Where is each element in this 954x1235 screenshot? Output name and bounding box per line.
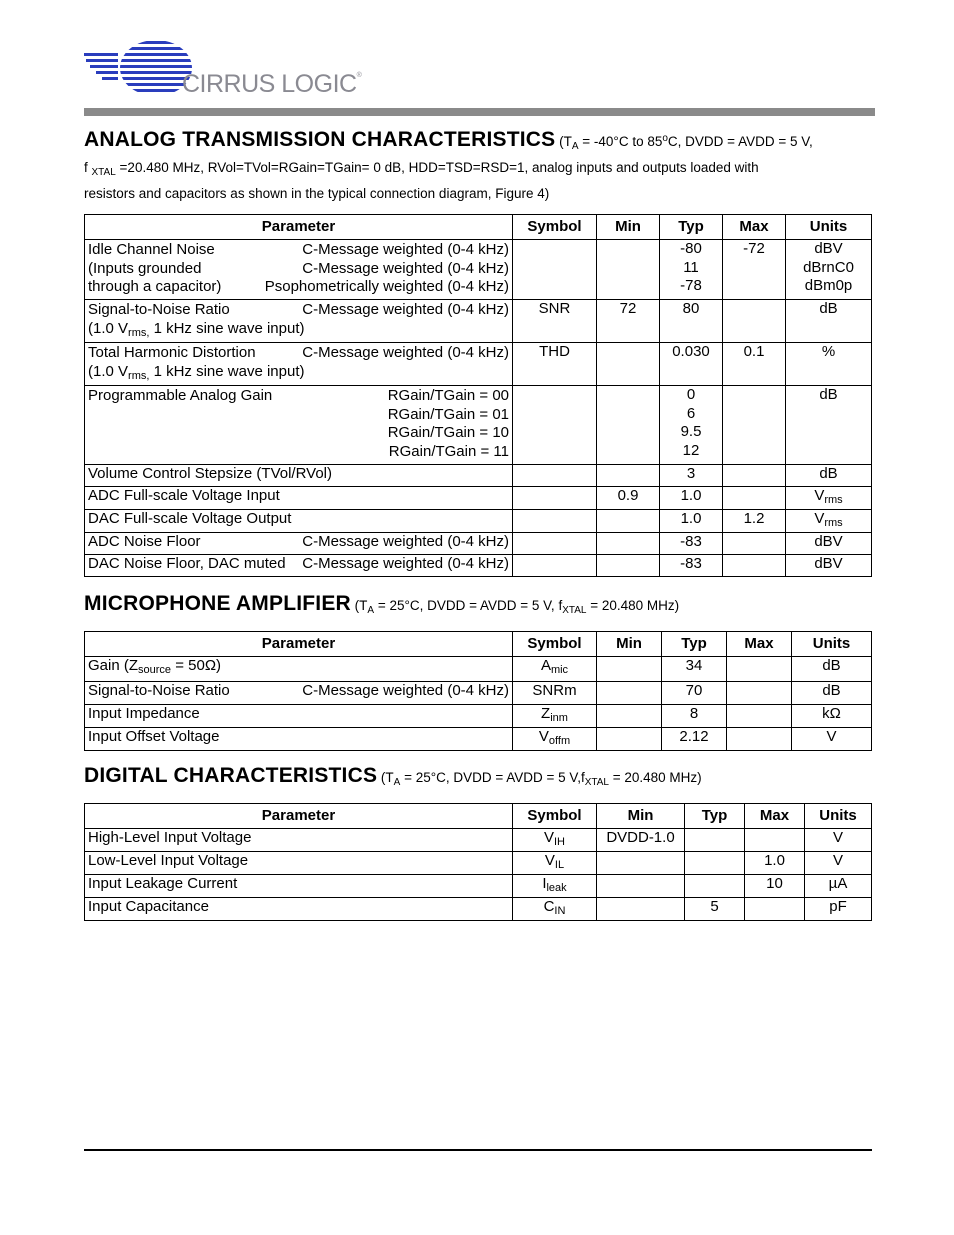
mic-section [84,593,874,751]
digital-table [84,803,872,921]
table-row: DAC Noise Floor, DAC muted C-Message weighted (0-4 kHz) -83 dBV [85,555,872,577]
col-typ: Typ [685,804,745,829]
col-symbol: Symbol [513,804,597,829]
footer-rule [84,1149,872,1151]
digital-heading: DIGITAL CHARACTERISTICS ($T_A = 25^\circ C$, DVDD = AVDD = 5 $V,f_{XTAL} = 20.480$ MHz) [84,764,702,788]
col-max: Max [727,632,792,657]
col-parameter: Parameter [85,632,513,657]
analog-heading: ANALOG TRANSMISSION CHARACTERISTICS ($T_A = -40^\circ C$ to 85$^o$C, DVDD = AVDD = 5 V, f $_{XTAL}$ =20.480 MHz, RVol=TVol=RGain=TGain= 0 dB, HDD=TSD=RSD=1, analog inputs and outputs loaded with resistors and capacitors as shown in the typical connection diagram, Figure 4) [84,128,813,201]
table-row: Total Harmonic Distortion C-Message weighted (0-4 kHz) (1.0 $V_{rms,}$ 1 kHz sine wave input) THD 0.030 0.1 % [85,343,872,386]
table-row: Input Offset Voltage $V_{offm}$ 2.12 V [85,728,872,751]
col-parameter: Parameter [85,215,513,240]
digital-section [84,765,874,921]
header-rule [84,108,875,116]
col-parameter: Parameter [85,804,513,829]
col-max: Max [745,804,805,829]
table-row: Gain $(Z_{source} = 50\Omega)$ $A_{mic}$ 34 dB [85,657,872,682]
table-row: ADC Full-scale Voltage Input 0.9 1.0 $V_{rms}$ [85,487,872,510]
col-typ: Typ [660,215,723,240]
table-header [85,804,872,829]
logo-wordmark: CIRRUS LOGIC® [182,70,362,98]
table-row: ADC Noise Floor C-Message weighted (0-4 kHz) -83 dBV [85,533,872,555]
col-min: Min [597,632,662,657]
col-max: Max [723,215,786,240]
table-row: Low-Level Input Voltage $V_{IL}$ 1.0 V [85,852,872,875]
analog-table [84,214,872,577]
table-row: Input Leakage Current $I_{leak}$ 10 µA [85,875,872,898]
col-typ: Typ [662,632,727,657]
col-units: Units [805,804,872,829]
table-row: Volume Control Stepsize (TVol/RVol) 3 dB [85,465,872,487]
table-header [85,632,872,657]
analog-section [84,128,874,577]
table-row: High-Level Input Voltage $V_{IH}$ DVDD-1.0 V [85,829,872,852]
col-symbol: Symbol [513,632,597,657]
logo-swoosh-icon [84,38,194,98]
col-min: Min [597,215,660,240]
table-row: DAC Full-scale Voltage Output 1.0 1.2 $V_{rms}$ [85,510,872,533]
table-row: Input Impedance $Z_{inm}$ 8 kΩ [85,705,872,728]
mic-table [84,631,872,751]
table-header [85,215,872,240]
table-row: Programmable Analog Gain RGain/TGain = 00 RGain/TGain = 01 RGain/TGain = 10 RGain/TGain = 11 0 6 9.5 12 dB [85,386,872,465]
table-row: Idle Channel Noise C-Message weighted (0-4 kHz) (Inputs grounded C-Message weighted (0-4 kHz) through a capacitor) Psophometrically weighted (0-4 kHz) -80 11 -78 -72 dBV dBrnC0 dBm0p [85,240,872,300]
table-row: Signal-to-Noise Ratio C-Message weighted (0-4 kHz) (1.0 $V_{rms,}$ 1 kHz sine wave input) SNR 72 80 dB [85,300,872,343]
col-min: Min [597,804,685,829]
table-row: Signal-to-Noise Ratio C-Message weighted (0-4 kHz) SNRm 70 dB [85,682,872,705]
col-units: Units [792,632,872,657]
col-units: Units [786,215,872,240]
table-row: Input Capacitance $C_{IN}$ 5 pF [85,898,872,921]
mic-heading: MICROPHONE AMPLIFIER ($T_A = 25^\circ C$, DVDD = AVDD = 5 V, $f_{XTAL} = 20.480$ MHz) [84,592,680,616]
col-symbol: Symbol [513,215,597,240]
